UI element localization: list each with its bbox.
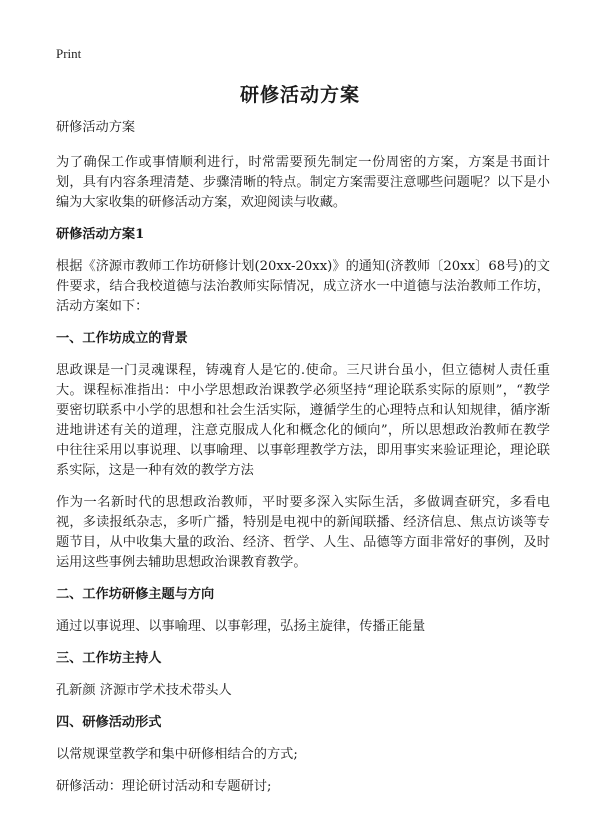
theme-paragraph: 通过以事说理、以事喻理、以事彰理，弘扬主旋律，传播正能量 [56, 619, 426, 634]
format-paragraph-2: 研修活动：理论研讨活动和专题研讨; [56, 779, 272, 794]
plan-intro-paragraph: 根据《济源市教师工作坊研修计划(20xx-20xx)》的通知(济教师〔20xx〕68号)的文件要求，结合我校道德与法治教师实际情况，成立济水一中道德与法治教师工作坊，活动方案如下： [56, 259, 550, 314]
plan-heading: 研修活动方案1 [56, 227, 145, 242]
format-paragraph-1: 以常规课堂教学和集中研修相结合的方式; [56, 747, 298, 762]
section-heading-host: 三、工作坊主持人 [56, 651, 162, 666]
page-title: 研修活动方案 [239, 84, 360, 106]
background-paragraph-2: 作为一名新时代的思想政治教师，平时要多深入实际生活，多做调查研究，多看电视，多读报纸杂志，多听广播，特别是电视中的新闻联播、经济信息、焦点访谈等专题节目，从中收集大量的政治、经济、哲学、人生、品德等方面非常好的事例，及时运用这些事例去辅助思想政治课教育教学。 [56, 495, 550, 570]
background-paragraph-1: 思政课是一门灵魂课程，铸魂育人是它的.使命。三尺讲台虽小，但立德树人责任重大。课程标准指出：中小学思想政治课教学必须坚持“理论联系实际的原则”，“教学要密切联系中小学的思想和社会生活实际，遵循学生的心理特点和认知规律，循序渐进地讲述有关的道理，注意克服成人化和概念化的倾向”，所以思想政治教师在教学中往往采用以事说理、以事喻理、以事彰理教学方法，即用事实来验证理论，理论联系实际，这是一种有效的教学方法 [56, 363, 550, 478]
section-heading-background: 一、工作坊成立的背景 [56, 331, 188, 346]
print-link[interactable]: Print [56, 46, 82, 61]
host-paragraph: 孔新颜 济源市学术技术带头人 [56, 683, 232, 698]
document-subtitle: 研修活动方案 [56, 120, 136, 135]
intro-paragraph: 为了确保工作或事情顺利进行，时常需要预先制定一份周密的方案，方案是书面计划，具有内容条理清楚、步骤清晰的特点。制定方案需要注意哪些问题呢？以下是小编为大家收集的研修活动方案，欢迎阅读与收藏。 [56, 155, 550, 210]
section-heading-theme: 二、工作坊研修主题与方向 [56, 587, 215, 602]
section-heading-format: 四、研修活动形式 [56, 715, 162, 730]
document-body [56, 118, 550, 809]
